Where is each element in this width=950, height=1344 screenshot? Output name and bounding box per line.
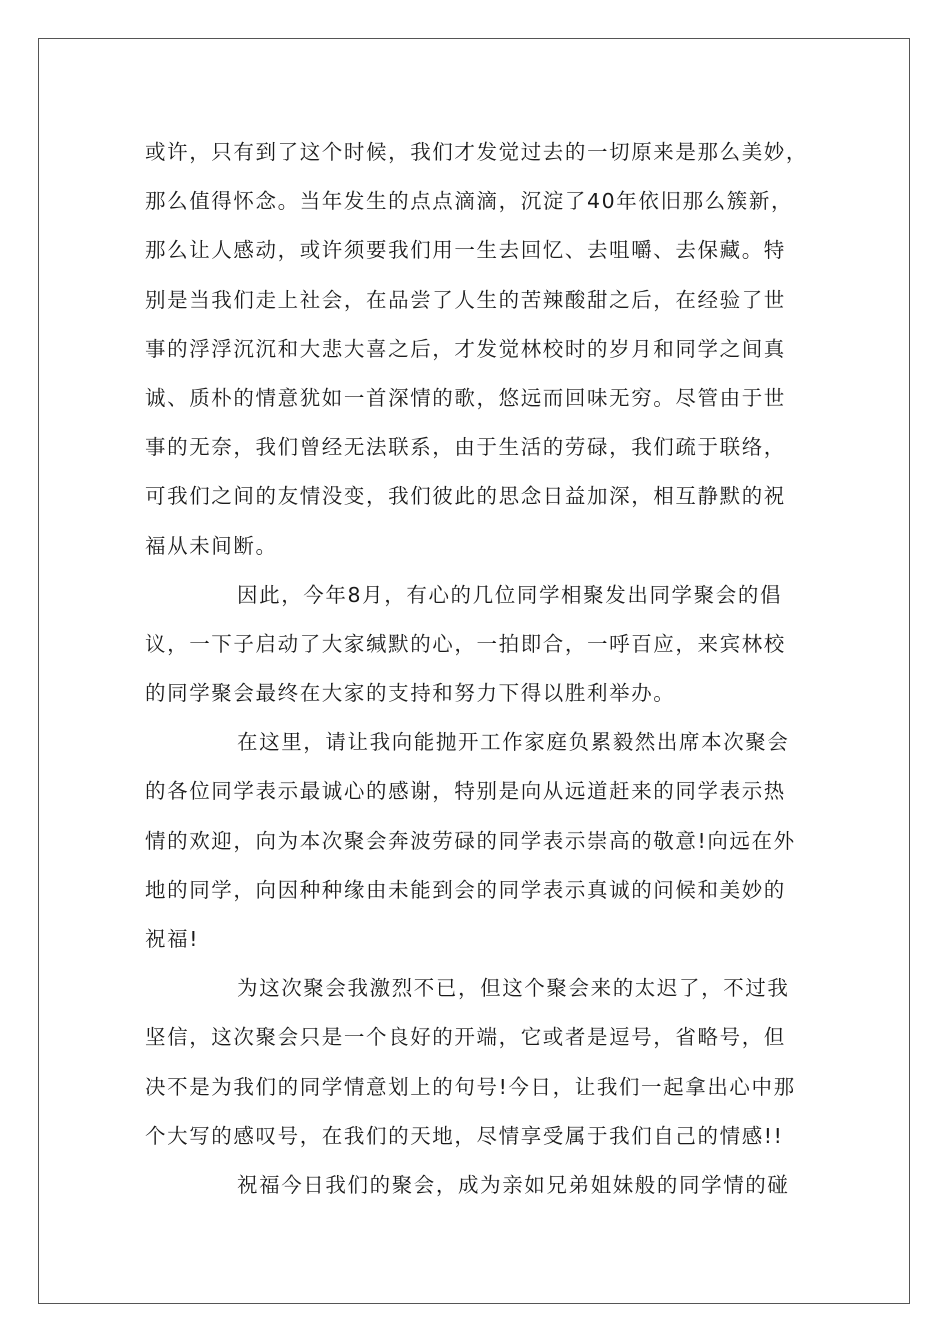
paragraph-start-line: 为这次聚会我激烈不已，但这个聚会来的太迟了，不过我	[237, 976, 790, 1001]
text-line: 的同学聚会最终在大家的支持和努力下得以胜利举办。	[145, 681, 676, 706]
text-line: 情的欢迎，向为本次聚会奔波劳碌的同学表示崇高的敬意!向远在外	[145, 828, 796, 853]
text-line: 事的无奈，我们曾经无法联系，由于生活的劳碌，我们疏于联络，	[145, 435, 786, 460]
text-line: 祝福!	[145, 927, 200, 951]
text-line: 议，一下子启动了大家缄默的心，一拍即合，一呼百应，来宾林校	[145, 631, 786, 656]
text-line: 或许，只有到了这个时候，我们才发觉过去的一切原来是那么美妙，	[145, 140, 808, 164]
paragraph-start-line: 祝福今日我们的聚会，成为亲如兄弟姐妹般的同学情的碰	[237, 1172, 790, 1197]
text-line: 福从未间断。	[145, 533, 278, 558]
text-line: 事的浮浮沉沉和大悲大喜之后，才发觉林校时的岁月和同学之间真	[145, 336, 786, 361]
text-line: 诚、质朴的情意犹如一首深情的歌，悠远而回味无穷。尽管由于世	[145, 385, 786, 410]
text-line: 那么值得怀念。当年发生的点点滴滴，沉淀了40年依旧那么簇新，	[145, 189, 794, 214]
paragraph-start-line: 因此，今年8月，有心的几位同学相聚发出同学聚会的倡	[237, 582, 783, 607]
text-line: 决不是为我们的同学情意划上的句号!今日，让我们一起拿出心中那	[145, 1074, 796, 1099]
document-body	[145, 128, 815, 1210]
text-line: 地的同学，向因种种缘由未能到会的同学表示真诚的问候和美妙的	[145, 877, 786, 902]
text-line: 那么让人感动，或许须要我们用一生去回忆、去咀嚼、去保藏。特	[145, 238, 786, 263]
paragraph-start-line: 在这里，请让我向能抛开工作家庭负累毅然出席本次聚会	[237, 730, 790, 755]
text-line: 可我们之间的友情没变，我们彼此的思念日益加深，相互静默的祝	[145, 484, 786, 509]
text-line: 个大写的感叹号，在我们的天地，尽情享受属于我们自己的情感!!	[145, 1123, 784, 1148]
text-line: 的各位同学表示最诚心的感谢，特别是向从远道赶来的同学表示热	[145, 779, 786, 804]
text-line: 坚信，这次聚会只是一个良好的开端，它或者是逗号，省略号，但	[145, 1025, 786, 1050]
text-line: 别是当我们走上社会，在品尝了人生的苦辣酸甜之后，在经验了世	[145, 287, 786, 312]
